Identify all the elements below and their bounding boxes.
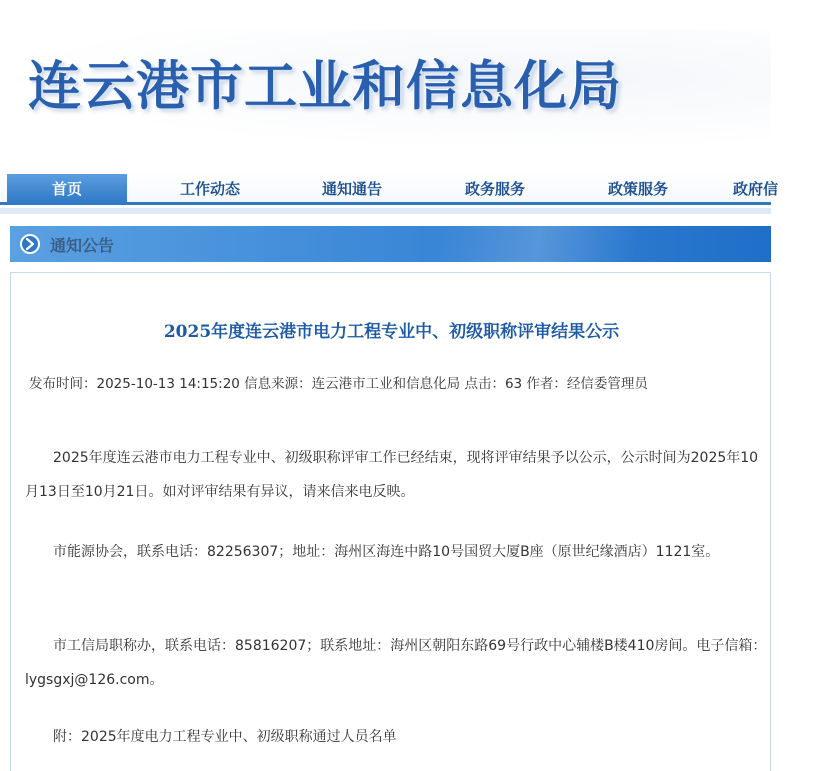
nav-item-work-news[interactable]: 工作动态	[179, 180, 240, 198]
attachment-link[interactable]: 附：2025年度电力工程专业中、初级职称通过人员名单	[53, 729, 397, 745]
article-paragraph: 市能源协会，联系电话：82256307；地址：海州区海连中路10号国贸大厦B座（原世纪缘酒店）1121室。	[53, 544, 720, 560]
arrow-right-circle-icon	[20, 234, 40, 254]
article-panel	[10, 272, 771, 771]
article-meta: 发布时间：2025-10-13 14:15:20 信息来源：连云港市工业和信息化局 点击：63 作者：经信委管理员	[29, 376, 648, 392]
site-title: 连云港市工业和信息化局	[28, 56, 622, 117]
article-title: 2025年度连云港市电力工程专业中、初级职称评审结果公示	[163, 322, 620, 342]
nav-item-home[interactable]: 首页	[7, 174, 127, 204]
nav-item-policy-services[interactable]: 政策服务	[607, 180, 668, 198]
site-banner	[0, 0, 771, 172]
article-paragraph: 市工信局职称办，联系电话：85816207；联系地址：海州区朝阳东路69号行政中心辅楼B楼410房间。电子信箱：lygsgxj@126.com。	[25, 638, 767, 688]
nav-item-notices[interactable]: 通知通告	[321, 180, 382, 198]
main-nav	[0, 172, 779, 205]
article-paragraph: 2025年度连云港市电力工程专业中、初级职称评审工作已经结束，现将评审结果予以公示，公示时间为2025年10月13日至10月21日。如对评审结果有异议，请来信来电反映。	[25, 450, 759, 500]
section-title: 通知公告	[50, 236, 115, 255]
arrow-right-glyph	[22, 236, 38, 252]
section-header-shine	[440, 226, 771, 262]
nav-divider-strip	[0, 208, 771, 214]
nav-item-gov-services[interactable]: 政务服务	[464, 180, 525, 198]
section-header	[10, 226, 771, 262]
nav-item-gov-info[interactable]: 政府信	[733, 180, 779, 198]
